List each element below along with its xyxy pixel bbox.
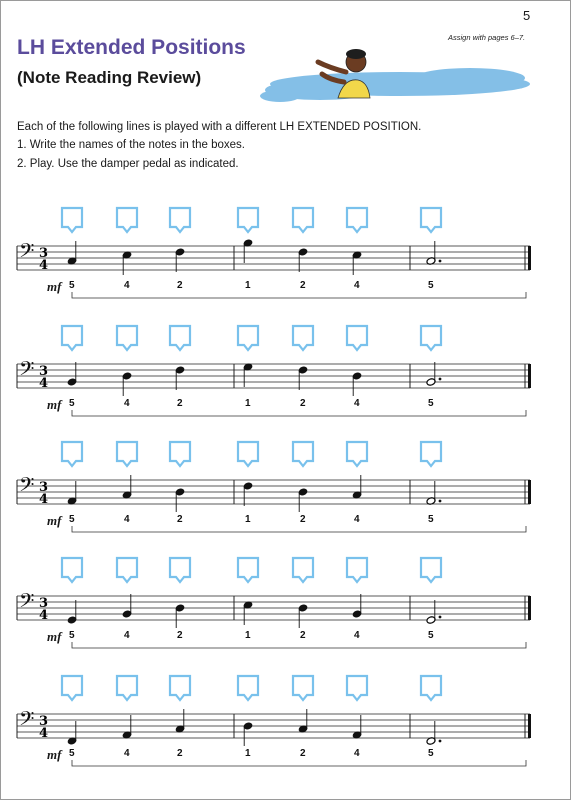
finger-number: 5 (69, 748, 75, 759)
note-dot (439, 378, 442, 381)
page-subtitle: (Note Reading Review) (17, 68, 202, 87)
time-signature-denominator: 4 (39, 492, 49, 507)
time-signature-numerator: 3 (39, 596, 49, 611)
answer-box (62, 326, 82, 350)
answer-box (117, 208, 137, 232)
finger-number: 4 (354, 280, 360, 291)
cloud-icon (260, 68, 530, 102)
answer-box (293, 208, 313, 232)
answer-box (117, 676, 137, 700)
answer-box (421, 558, 441, 582)
time-signature-numerator: 3 (39, 364, 49, 379)
note-dot (439, 260, 442, 263)
dynamic-marking: mf (47, 279, 62, 294)
answer-box (421, 326, 441, 350)
time-signature-numerator: 3 (39, 714, 49, 729)
time-signature-denominator: 4 (39, 726, 49, 741)
page-title: LH Extended Positions (17, 36, 246, 59)
exercise-staff (0, 674, 571, 784)
time-signature-denominator: 4 (39, 608, 49, 623)
finger-number: 2 (177, 514, 183, 525)
answer-box (62, 442, 82, 466)
bass-clef: 𝄢 (19, 239, 35, 267)
exercise-staff (0, 440, 571, 550)
finger-number: 5 (428, 514, 434, 525)
answer-box (293, 558, 313, 582)
finger-number: 4 (354, 630, 360, 641)
finger-number: 2 (300, 748, 306, 759)
final-barline-thick (528, 480, 531, 504)
final-barline-thick (528, 364, 531, 388)
note-dot (439, 616, 442, 619)
answer-box (117, 558, 137, 582)
pedal-marking (72, 410, 526, 416)
finger-number: 2 (300, 514, 306, 525)
mascot-illustration (260, 38, 540, 110)
answer-box (421, 676, 441, 700)
time-signature-numerator: 3 (39, 480, 49, 495)
finger-number: 1 (245, 398, 251, 409)
assign-note: Assign with pages 6–7. (448, 33, 526, 42)
finger-number: 1 (245, 630, 251, 641)
finger-number: 2 (300, 630, 306, 641)
finger-number: 4 (124, 630, 130, 641)
exercise-3 (0, 440, 571, 550)
dynamic-marking: mf (47, 629, 62, 644)
finger-number: 2 (177, 280, 183, 291)
answer-box (347, 442, 367, 466)
finger-number: 2 (177, 748, 183, 759)
pedal-marking (72, 760, 526, 766)
exercise-1 (0, 206, 571, 316)
finger-number: 5 (428, 630, 434, 641)
finger-number: 4 (124, 280, 130, 291)
finger-number: 4 (354, 748, 360, 759)
time-signature-denominator: 4 (39, 258, 49, 273)
finger-number: 4 (354, 514, 360, 525)
time-signature-denominator: 4 (39, 376, 49, 391)
exercise-2 (0, 324, 571, 434)
answer-box (293, 442, 313, 466)
bass-clef: 𝄢 (19, 473, 35, 501)
exercise-4 (0, 556, 571, 666)
exercise-staff (0, 324, 571, 434)
finger-number: 1 (245, 280, 251, 291)
answer-box (293, 676, 313, 700)
bass-clef: 𝄢 (19, 707, 35, 735)
answer-box (238, 676, 258, 700)
exercise-staff (0, 206, 571, 316)
answer-box (347, 676, 367, 700)
dynamic-marking: mf (47, 397, 62, 412)
pedal-marking (72, 292, 526, 298)
answer-box (117, 442, 137, 466)
answer-box (421, 442, 441, 466)
instruction-step-2: 2. Play. Use the damper pedal as indicated. (17, 158, 239, 170)
finger-number: 1 (245, 748, 251, 759)
finger-number: 4 (124, 398, 130, 409)
answer-box (347, 208, 367, 232)
instructions-intro: Each of the following lines is played with a different LH EXTENDED POSITION. (17, 121, 422, 133)
pedal-marking (72, 642, 526, 648)
answer-box (293, 326, 313, 350)
finger-number: 5 (428, 748, 434, 759)
final-barline-thick (528, 596, 531, 620)
finger-number: 4 (354, 398, 360, 409)
answer-box (238, 326, 258, 350)
note-dot (439, 740, 442, 743)
page-number: 5 (523, 8, 531, 23)
answer-box (170, 676, 190, 700)
exercise-staff (0, 556, 571, 666)
bass-clef: 𝄢 (19, 589, 35, 617)
pedal-marking (72, 526, 526, 532)
answer-box (170, 326, 190, 350)
final-barline-thick (528, 714, 531, 738)
answer-box (62, 676, 82, 700)
dynamic-marking: mf (47, 513, 62, 528)
answer-box (421, 208, 441, 232)
answer-box (347, 558, 367, 582)
time-signature-numerator: 3 (39, 246, 49, 261)
answer-box (238, 442, 258, 466)
instruction-step-1: 1. Write the names of the notes in the boxes. (17, 139, 246, 151)
finger-number: 2 (177, 398, 183, 409)
answer-box (117, 326, 137, 350)
finger-number: 5 (69, 514, 75, 525)
finger-number: 5 (69, 630, 75, 641)
note-dot (439, 500, 442, 503)
exercise-5 (0, 674, 571, 784)
answer-box (347, 326, 367, 350)
answer-box (170, 208, 190, 232)
answer-box (62, 208, 82, 232)
answer-box (170, 558, 190, 582)
finger-number: 4 (124, 748, 130, 759)
finger-number: 5 (428, 280, 434, 291)
finger-number: 2 (300, 398, 306, 409)
dynamic-marking: mf (47, 747, 62, 762)
finger-number: 5 (69, 280, 75, 291)
answer-box (238, 208, 258, 232)
answer-box (238, 558, 258, 582)
finger-number: 5 (428, 398, 434, 409)
answer-box (170, 442, 190, 466)
final-barline-thick (528, 246, 531, 270)
answer-box (62, 558, 82, 582)
bass-clef: 𝄢 (19, 357, 35, 385)
finger-number: 5 (69, 398, 75, 409)
finger-number: 2 (177, 630, 183, 641)
finger-number: 4 (124, 514, 130, 525)
finger-number: 1 (245, 514, 251, 525)
finger-number: 2 (300, 280, 306, 291)
